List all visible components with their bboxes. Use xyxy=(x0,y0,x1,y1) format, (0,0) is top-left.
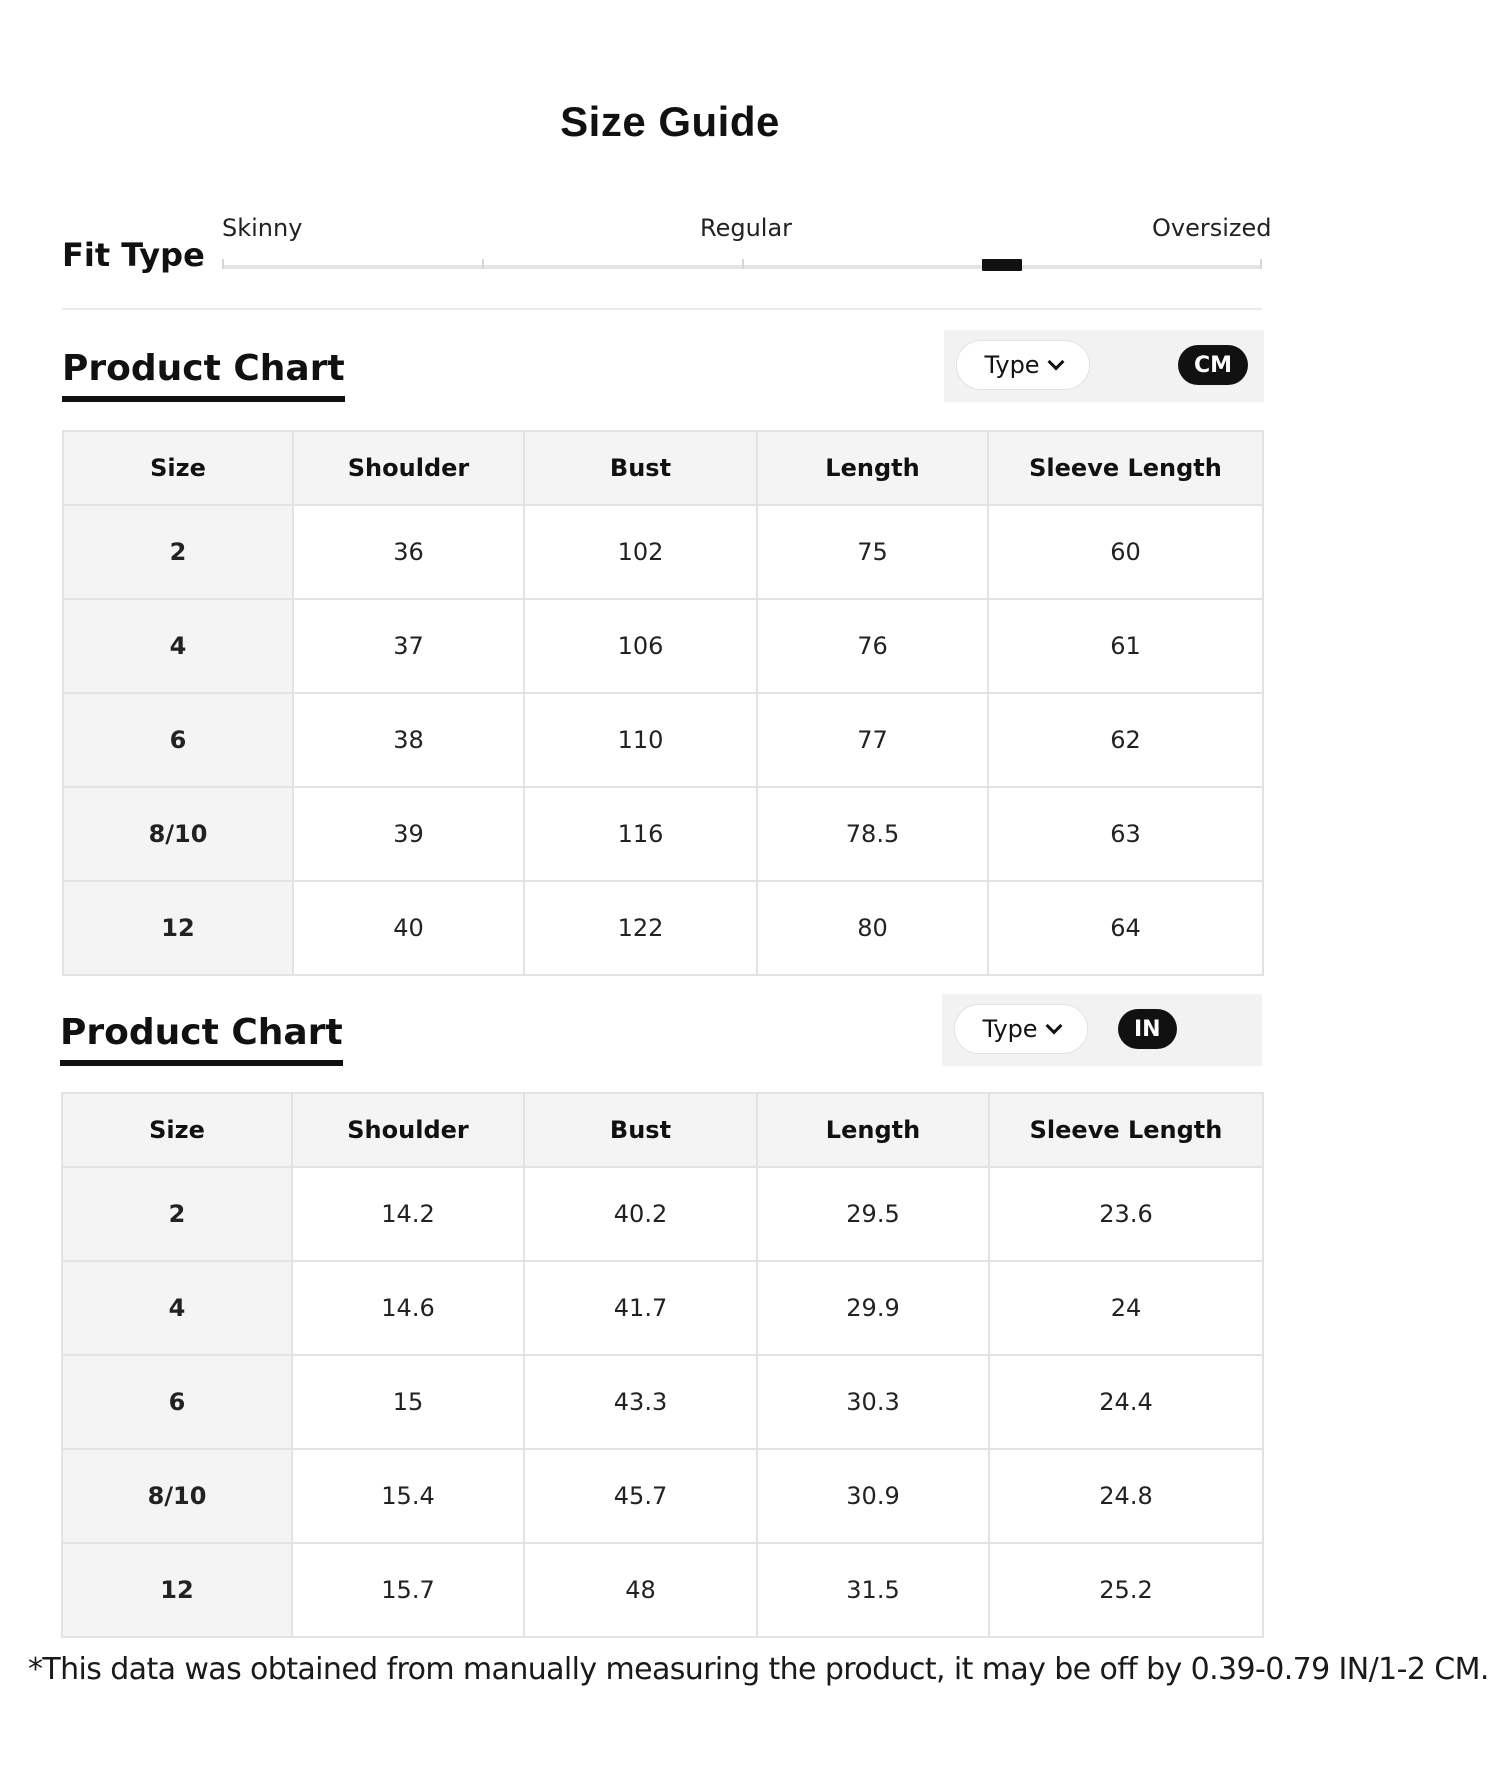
fit-tick xyxy=(1260,259,1262,269)
table-cell: 24 xyxy=(989,1261,1263,1355)
size-cell: 2 xyxy=(63,505,293,599)
column-header: Sleeve Length xyxy=(989,1093,1263,1167)
table-row xyxy=(62,1261,1263,1355)
measurement-footnote: *This data was obtained from manually measuring the product, it may be off by 0.39-0.79 IN/1-2 CM. xyxy=(28,1652,1489,1687)
table-cell: 122 xyxy=(524,881,757,975)
table-cell: 41.7 xyxy=(524,1261,757,1355)
table-cell: 31.5 xyxy=(757,1543,989,1637)
size-cell: 2 xyxy=(62,1167,292,1261)
table-cell: 106 xyxy=(524,599,757,693)
table-cell: 116 xyxy=(524,787,757,881)
fit-tick xyxy=(742,259,744,269)
section-title: Product Chart xyxy=(60,1012,343,1066)
table-cell: 36 xyxy=(293,505,524,599)
unit-toggle-in[interactable]: IN xyxy=(1118,1009,1177,1049)
column-header: Length xyxy=(757,431,988,505)
fit-tick xyxy=(222,259,224,269)
chevron-down-icon xyxy=(1047,354,1064,371)
column-header: Sleeve Length xyxy=(988,431,1263,505)
fit-tick xyxy=(482,259,484,269)
table-cell: 15.7 xyxy=(292,1543,524,1637)
table-cell: 29.5 xyxy=(757,1167,989,1261)
size-cell: 12 xyxy=(63,881,293,975)
table-row xyxy=(62,1449,1263,1543)
table-cell: 25.2 xyxy=(989,1543,1263,1637)
table-cell: 61 xyxy=(988,599,1263,693)
column-header: Bust xyxy=(524,1093,757,1167)
table-header-row xyxy=(62,1093,1263,1167)
table-cell: 62 xyxy=(988,693,1263,787)
unit-panel xyxy=(944,330,1264,402)
size-table-in xyxy=(61,1092,1264,1638)
table-cell: 24.8 xyxy=(989,1449,1263,1543)
size-table-cm xyxy=(62,430,1264,976)
column-header: Shoulder xyxy=(292,1093,524,1167)
fit-type-marker xyxy=(982,259,1022,271)
table-cell: 37 xyxy=(293,599,524,693)
table-cell: 40 xyxy=(293,881,524,975)
fit-option-oversized: Oversized xyxy=(1152,214,1272,242)
column-header: Size xyxy=(63,431,293,505)
fit-option-regular: Regular xyxy=(700,214,793,242)
table-cell: 64 xyxy=(988,881,1263,975)
table-cell: 102 xyxy=(524,505,757,599)
column-header: Length xyxy=(757,1093,989,1167)
fit-option-skinny: Skinny xyxy=(222,214,303,242)
column-header: Shoulder xyxy=(293,431,524,505)
table-header-row xyxy=(63,431,1263,505)
table-row xyxy=(62,1543,1263,1637)
table-row xyxy=(62,1167,1263,1261)
type-dropdown[interactable] xyxy=(954,1004,1088,1054)
table-row xyxy=(63,787,1263,881)
table-cell: 78.5 xyxy=(757,787,988,881)
table-cell: 38 xyxy=(293,693,524,787)
table-row xyxy=(63,599,1263,693)
table-cell: 29.9 xyxy=(757,1261,989,1355)
table-cell: 15.4 xyxy=(292,1449,524,1543)
table-cell: 15 xyxy=(292,1355,524,1449)
size-cell: 6 xyxy=(63,693,293,787)
divider xyxy=(62,308,1262,310)
table-cell: 40.2 xyxy=(524,1167,757,1261)
table-cell: 30.3 xyxy=(757,1355,989,1449)
table-cell: 63 xyxy=(988,787,1263,881)
table-cell: 45.7 xyxy=(524,1449,757,1543)
column-header: Size xyxy=(62,1093,292,1167)
table-cell: 43.3 xyxy=(524,1355,757,1449)
unit-toggle-cm[interactable]: CM xyxy=(1178,345,1248,385)
chevron-down-icon xyxy=(1045,1018,1062,1035)
size-cell: 8/10 xyxy=(63,787,293,881)
table-cell: 23.6 xyxy=(989,1167,1263,1261)
table-cell: 80 xyxy=(757,881,988,975)
unit-panel xyxy=(942,994,1262,1066)
table-cell: 14.2 xyxy=(292,1167,524,1261)
type-dropdown-label: Type xyxy=(982,1015,1038,1043)
size-cell: 4 xyxy=(62,1261,292,1355)
size-cell: 8/10 xyxy=(62,1449,292,1543)
table-cell: 75 xyxy=(757,505,988,599)
table-cell: 48 xyxy=(524,1543,757,1637)
table-cell: 30.9 xyxy=(757,1449,989,1543)
table-cell: 77 xyxy=(757,693,988,787)
fit-type-label: Fit Type xyxy=(62,236,205,274)
size-cell: 6 xyxy=(62,1355,292,1449)
section-title: Product Chart xyxy=(62,348,345,402)
type-dropdown-label: Type xyxy=(984,351,1040,379)
page-title: Size Guide xyxy=(560,98,780,145)
table-cell: 60 xyxy=(988,505,1263,599)
table-row xyxy=(63,881,1263,975)
table-row xyxy=(63,505,1263,599)
table-row xyxy=(63,693,1263,787)
table-cell: 24.4 xyxy=(989,1355,1263,1449)
size-cell: 12 xyxy=(62,1543,292,1637)
column-header: Bust xyxy=(524,431,757,505)
table-cell: 76 xyxy=(757,599,988,693)
size-cell: 4 xyxy=(63,599,293,693)
table-cell: 110 xyxy=(524,693,757,787)
table-cell: 39 xyxy=(293,787,524,881)
table-row xyxy=(62,1355,1263,1449)
type-dropdown[interactable] xyxy=(956,340,1090,390)
table-cell: 14.6 xyxy=(292,1261,524,1355)
